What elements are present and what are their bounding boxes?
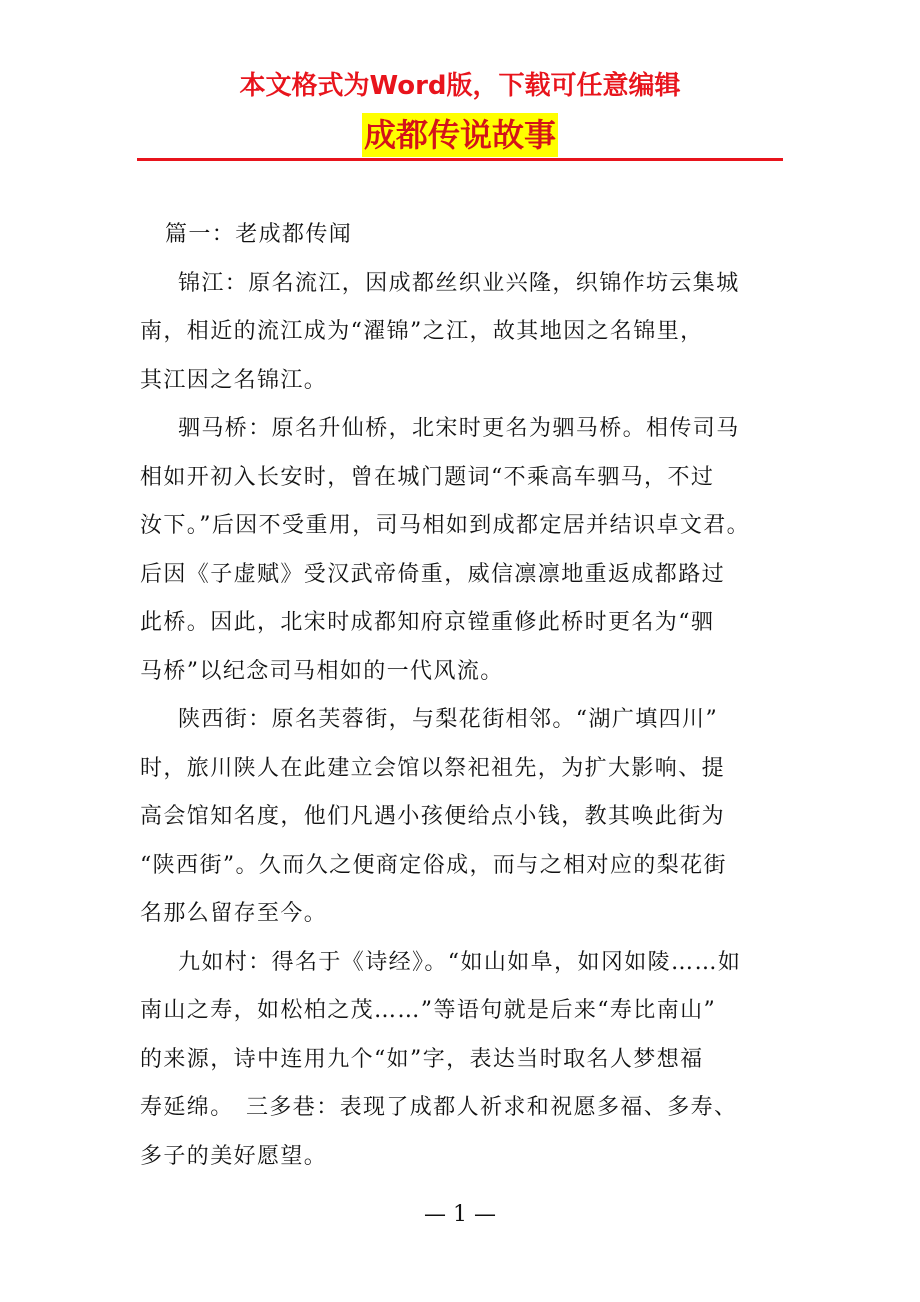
title-wrapper: [0, 113, 920, 157]
document-body: [140, 211, 785, 1181]
text-line: 南，相近的流江成为“濯锦”之江，故其地因之名锦里，: [140, 319, 704, 344]
text-line: 九如村：得名于《诗经》。“如山如阜，如冈如陵……如: [178, 949, 742, 975]
text-line: 寿延绵。 三多巷：表现了成都人祈求和祝愿多福、多寿、: [140, 1095, 738, 1120]
text-line: “陕西街”。久而久之便商定俗成，而与之相对应的梨花街: [140, 852, 727, 878]
document-title: 成都传说故事: [362, 113, 558, 157]
text-line: 驷马桥：原名升仙桥，北宋时更名为驷马桥。相传司马: [178, 416, 740, 441]
text-line: 篇一：老成都传闻: [165, 222, 353, 247]
text-line: 名那么留存至今。: [140, 901, 328, 926]
page-number: — 1 —: [424, 1202, 496, 1227]
text-line: 其江因之名锦江。: [140, 367, 328, 393]
text-line: 后因《子虚赋》受汉武帝倚重，威信凛凛地重返成都路过: [140, 561, 726, 587]
text-line: 锦江：原名流江，因成都丝织业兴隆，织锦作坊云集城: [178, 270, 740, 296]
text-line: 此桥。因此，北宋时成都知府京镗重修此桥时更名为“驷: [140, 610, 715, 635]
text-line: 陕西街：原名芙蓉街，与梨花街相邻。“湖广填四川”: [178, 707, 719, 732]
title-underline: [137, 158, 783, 161]
text-line: 多子的美好愿望。: [140, 1143, 328, 1169]
text-line: 汝下。”后因不受重用，司马相如到成都定居并结识卓文君。: [140, 513, 751, 538]
text-line: 时，旅川陕人在此建立会馆以祭祀祖先，为扩大影响、提: [140, 755, 726, 781]
header-banner: 本文格式为Word版，下载可任意编辑: [239, 71, 681, 101]
text-line: 南山之寿，如松柏之茂……”等语句就是后来“寿比南山”: [140, 998, 717, 1023]
text-line: 马桥”以纪念司马相如的一代风流。: [140, 658, 504, 684]
text-line: 的来源，诗中连用九个“如”字，表达当时取名人梦想福: [140, 1046, 704, 1072]
text-line: 高会馆知名度，他们凡遇小孩便给点小钱，教其唤此街为: [140, 804, 726, 829]
text-line: 相如开初入长安时，曾在城门题词“不乘高车驷马，不过: [140, 464, 715, 490]
